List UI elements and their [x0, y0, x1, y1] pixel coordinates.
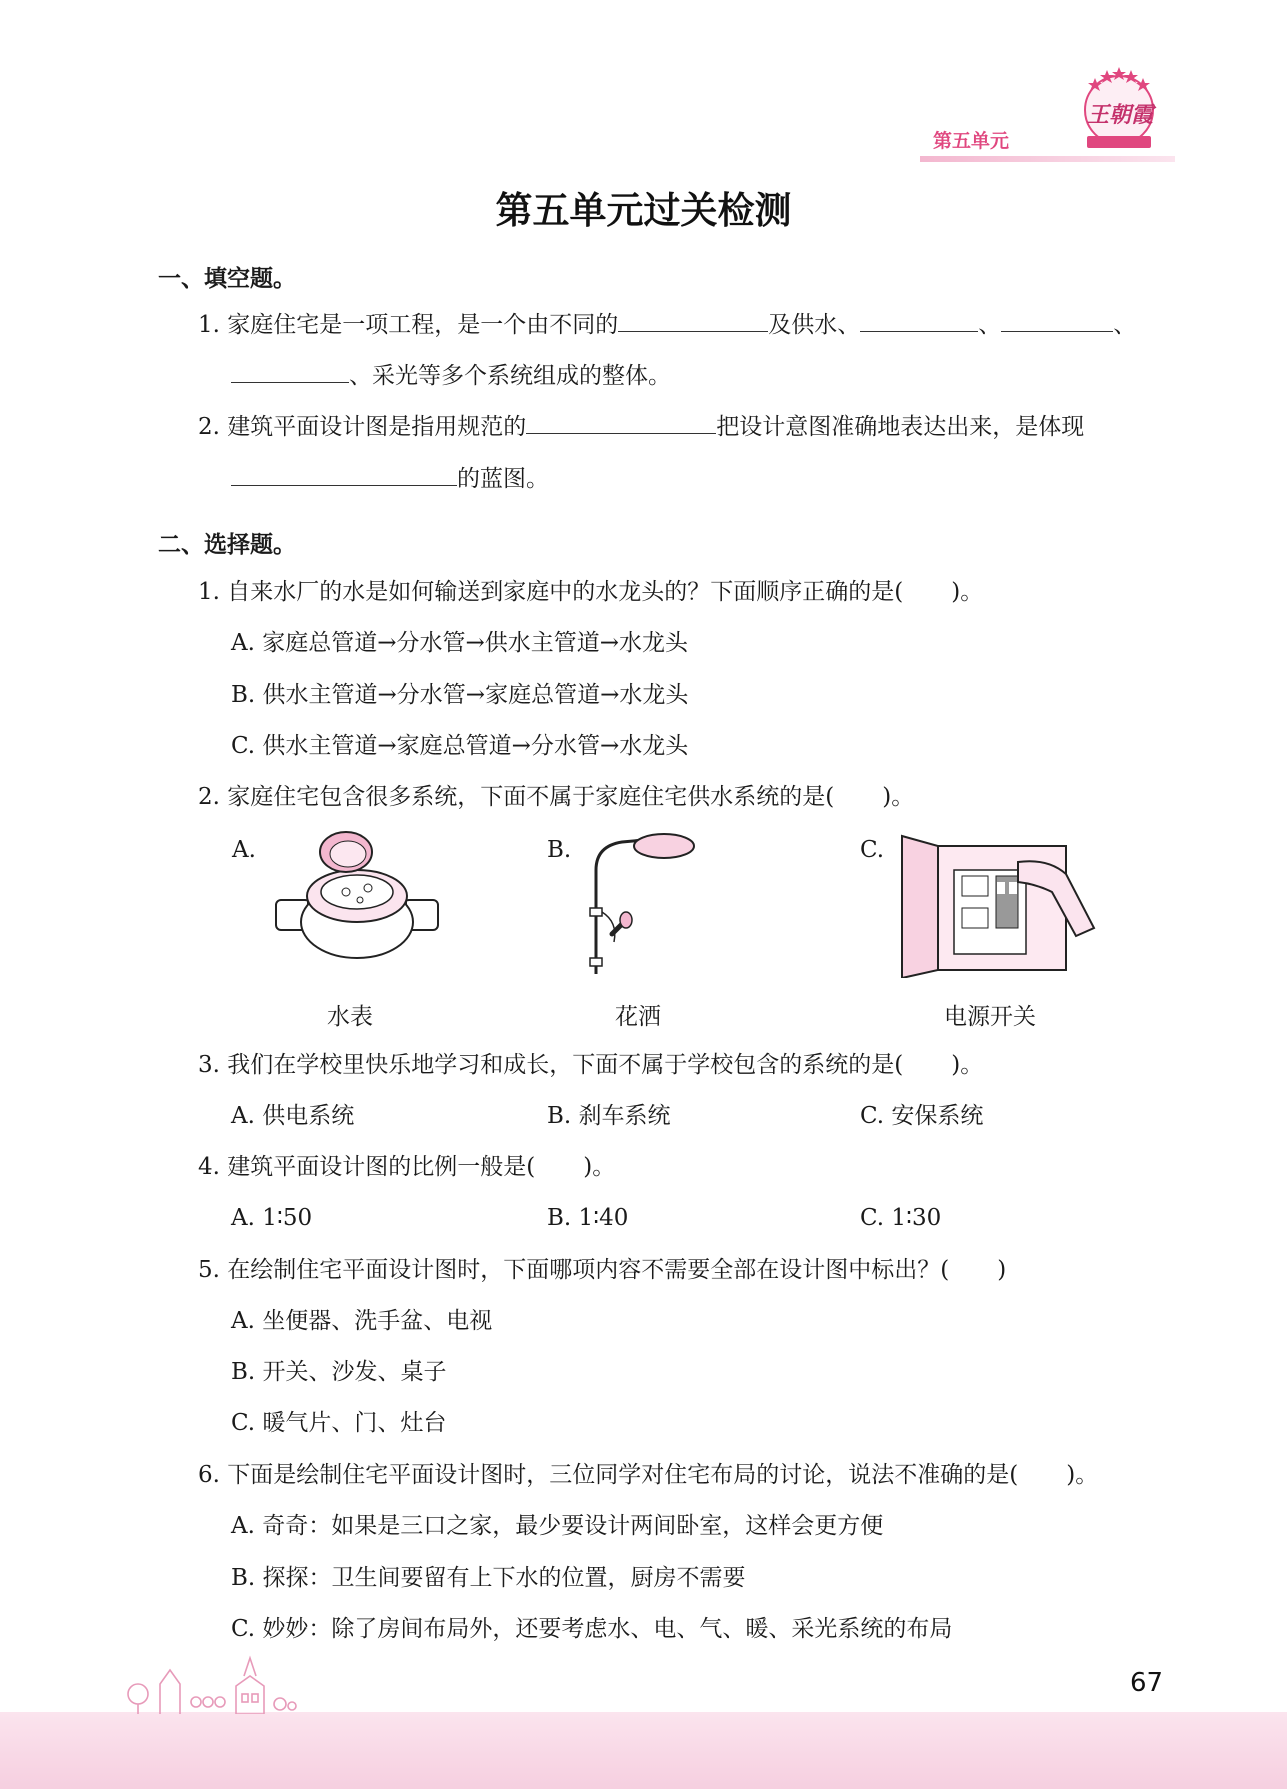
question-number: 2. — [198, 414, 220, 440]
fill-question-2-line1: 2. 建筑平面设计图是指用规范的 把设计意图准确地表达出来，是体现 — [198, 411, 1084, 442]
option-b: B. 开关、沙发、桌子 — [231, 1359, 447, 1385]
logo-text: 王朝霞 — [1086, 102, 1153, 128]
option-b: B. 供水主管道→分水管→家庭总管道→水龙头 — [231, 682, 689, 708]
answer-blank[interactable] — [860, 309, 978, 332]
fill-question-1-line1: 1. 家庭住宅是一项工程，是一个由不同的 及供水、 、 、 — [198, 309, 1136, 340]
option-c: C. 1∶30 — [860, 1205, 942, 1231]
fill-question-2-line2: 的蓝图。 — [231, 463, 549, 494]
choice-question-5: 5. 在绘制住宅平面设计图时，下面哪项内容不需要全部在设计图中标出？( ) — [198, 1257, 1007, 1283]
option-a: A. 奇奇：如果是三口之家，最少要设计两间卧室，这样会更方便 — [231, 1513, 884, 1539]
option-c: C. 供水主管道→家庭总管道→分水管→水龙头 — [231, 733, 689, 759]
choice-question-4: 4. 建筑平面设计图的比例一般是( )。 — [198, 1154, 616, 1180]
option-b: B. 探探：卫生间要留有上下水的位置，厨房不需要 — [231, 1565, 746, 1591]
choice-question-2: 2. 家庭住宅包含很多系统，下面不属于家庭住宅供水系统的是( )。 — [198, 784, 915, 810]
section-heading-choice: 二、选择题。 — [158, 532, 296, 558]
option-a: A. 供电系统 — [231, 1103, 355, 1129]
option-b: B. 1∶40 — [547, 1205, 629, 1231]
option-a: A. 坐便器、洗手盆、电视 — [231, 1308, 493, 1334]
answer-blank[interactable] — [231, 463, 457, 486]
unit-tag: 第五单元 — [933, 130, 1010, 152]
option-a: A. 家庭总管道→分水管→供水主管道→水龙头 — [231, 630, 689, 656]
choice-question-3: 3. 我们在学校里快乐地学习和成长，下面不属于学校包含的系统的是( )。 — [198, 1052, 984, 1078]
shower-image — [578, 830, 698, 976]
answer-blank[interactable] — [1001, 309, 1113, 332]
castle-decoration-icon — [118, 1650, 318, 1714]
footer-band — [0, 1712, 1287, 1789]
fill-question-1-line2: 、采光等多个系统组成的整体。 — [231, 360, 671, 391]
water-meter-image — [268, 830, 446, 970]
option-a: A. 1∶50 — [231, 1205, 313, 1231]
header-tag-bar — [920, 156, 1175, 162]
option-c: C. 暖气片、门、灶台 — [231, 1410, 447, 1436]
page-title: 第五单元过关检测 — [495, 189, 792, 232]
section-heading-fill-in: 一、填空题。 — [158, 266, 296, 292]
page-number: 67 — [1130, 1668, 1164, 1698]
power-switch-image — [898, 832, 1098, 978]
caption-water-meter: 水表 — [327, 1004, 373, 1030]
option-letter-b: B. — [547, 837, 572, 863]
option-letter-a: A. — [232, 837, 256, 863]
option-c: C. 安保系统 — [860, 1103, 984, 1129]
choice-question-6: 6. 下面是绘制住宅平面设计图时，三位同学对住宅布局的讨论，说法不准确的是( )。 — [198, 1462, 1099, 1488]
option-c: C. 妙妙：除了房间布局外，还要考虑水、电、气、暖、采光系统的布局 — [231, 1616, 953, 1642]
answer-blank[interactable] — [526, 411, 716, 434]
option-b: B. 刹车系统 — [547, 1103, 671, 1129]
choice-question-1: 1. 自来水厂的水是如何输送到家庭中的水龙头的？下面顺序正确的是( )。 — [198, 579, 984, 605]
question-number: 1. — [198, 312, 220, 338]
caption-power-switch: 电源开关 — [944, 1004, 1036, 1030]
answer-blank[interactable] — [231, 360, 349, 383]
answer-blank[interactable] — [618, 309, 768, 332]
caption-shower: 花洒 — [615, 1004, 661, 1030]
option-letter-c: C. — [860, 837, 885, 863]
